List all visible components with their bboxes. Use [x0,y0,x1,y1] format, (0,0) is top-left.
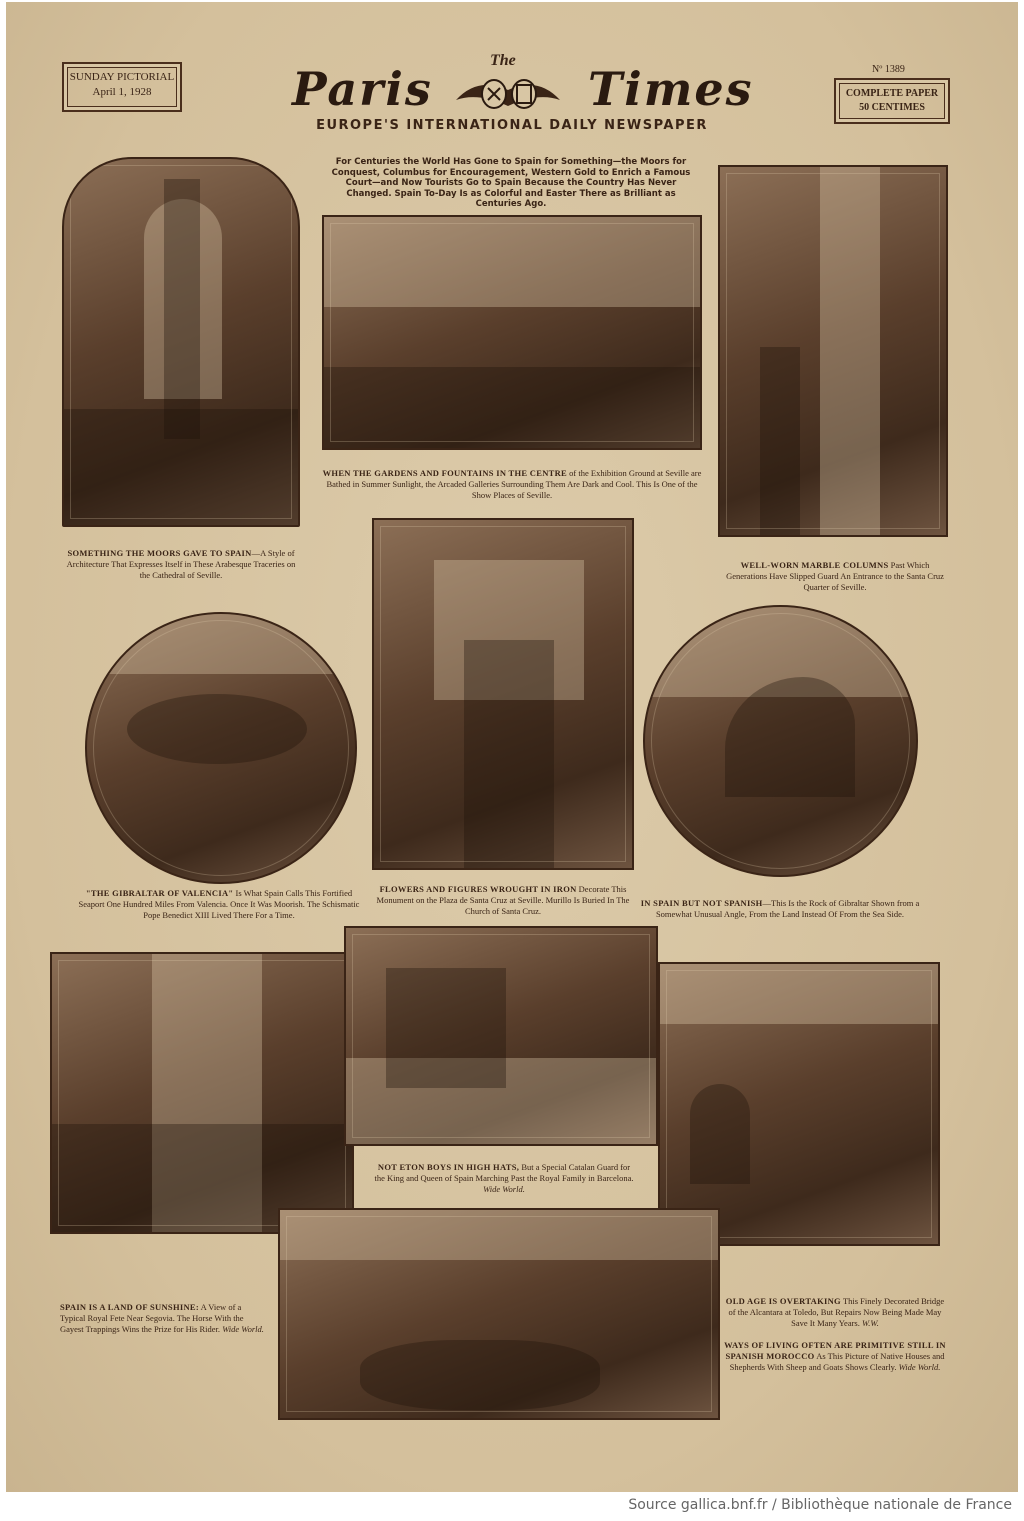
intro-text: For Centuries the World Has Gone to Spain for Something—the Moors for Conquest, Columbus for Encouragement, Western Gold to Enrich a Famous Court—and Now Tourists Go to Spain Because the Country Has Never Changed. Spain To-Day Is as Colorful and Easter There as Brilliant as Centuries Ago. [331,157,691,209]
caption-valencia: "THE GIBRALTAR OF VALENCIA" Is What Spain Calls This Fortified Seaport One Hundred Miles From Valencia. Once It Was Moorish. The Schismatic Pope Benedict XIII Lived There For a Time. [78,888,360,920]
caption-iron: FLOWERS AND FIGURES WROUGHT IN IRON Decorate This Monument on the Plaza de Santa Cruz at Seville. Murillo Is Buried In The Church of Santa Cruz. [376,884,630,916]
price-box [834,78,950,124]
caption-morocco: WAYS OF LIVING OFTEN ARE PRIMITIVE STILL IN SPANISH MOROCCO As This Picture of Native Houses and Shepherds With Sheep and Goats Shows Clearly. Wide World. [724,1340,946,1372]
masthead-subtitle: EUROPE'S INTERNATIONAL DAILY NEWSPAPER [316,118,708,133]
edition-label: SUNDAY PICTORIAL [69,71,175,83]
price-label: COMPLETE PAPER [845,88,939,99]
caption-guard: NOT ETON BOYS IN HIGH HATS, But a Special Catalan Guard for the King and Queen of Spain Marching Past the Royal Family in Barcelona. Wide World. [374,1162,634,1194]
caption-cathedral: SOMETHING THE MOORS GAVE TO SPAIN—A Style of Architecture That Expresses Itself in These Arabesque Traceries on the Cathedral of Seville. [66,548,296,580]
caption-gardens: WHEN THE GARDENS AND FOUNTAINS IN THE CENTRE of the Exhibition Ground at Seville are Bathed in Summer Sunlight, the Arcaded Galleries Surrounding Them Are Dark and Cool. This Is One of the Show Places of Seville. [322,468,702,500]
source-attribution: Source gallica.bnf.fr / Bibliothèque nationale de France [628,1497,1012,1513]
caption-gibraltar: IN SPAIN BUT NOT SPANISH—This Is the Rock of Gibraltar Shown from a Somewhat Unusual Angle, From the Land Instead Of From the Sea Side. [640,898,920,919]
edition-date: April 1, 1928 [92,86,152,98]
photo-toledo-bridge [658,962,940,1246]
date-box [62,62,182,112]
photo-valencia-seaport [85,612,357,884]
crest-icon [448,70,568,116]
photo-spanish-morocco [278,1208,720,1420]
photo-rock-of-gibraltar [643,605,918,877]
photo-iron-monument [372,518,634,870]
caption-toledo: OLD AGE IS OVERTAKING This Finely Decorated Bridge of the Alcantara at Toledo, But Repairs Now Being Made May Save It Many Years. W.W. [725,1296,945,1328]
photo-marble-columns [718,165,948,537]
photo-royal-fete-segovia [50,952,354,1234]
caption-columns: WELL-WORN MARBLE COLUMNS Past Which Generations Have Slipped Guard An Entrance to the Santa Cruz Quarter of Seville. [726,560,944,592]
photo-seville-gardens [322,215,702,450]
masthead-the: The [490,52,516,69]
photo-catalan-guard [344,926,658,1146]
caption-sunshine: SPAIN IS A LAND OF SUNSHINE: A View of a Typical Royal Fete Near Segovia. The Horse With the Gayest Trappings Wins the Prize for His Rider. Wide World. [60,1302,264,1334]
issue-number: Nº 1389 [872,64,905,75]
price-value: 50 CENTIMES [859,102,925,113]
masthead-title-right: Times [588,62,754,116]
masthead-title-left: Paris [292,62,433,116]
photo-cathedral-arch [62,157,300,527]
